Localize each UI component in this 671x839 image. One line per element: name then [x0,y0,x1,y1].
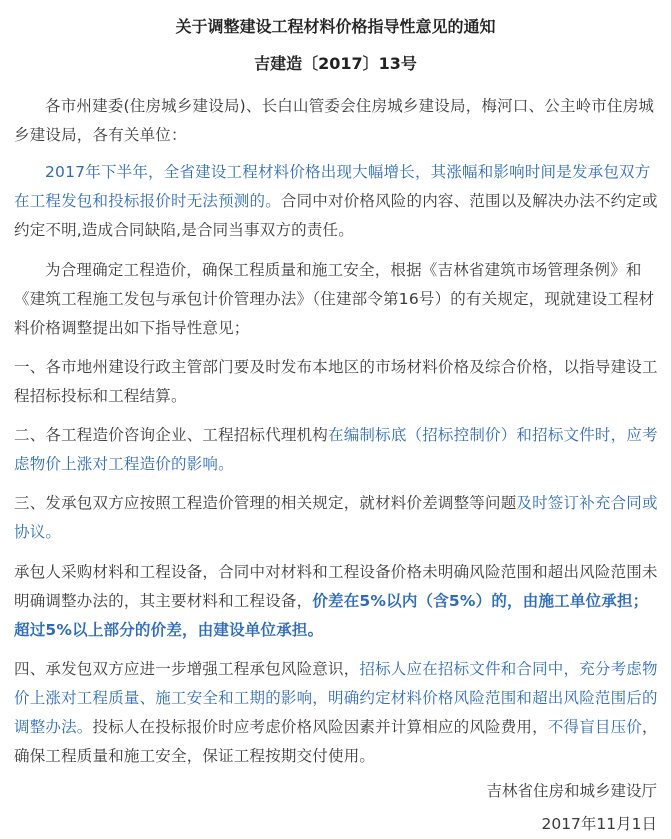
item-three [14,489,664,547]
paragraph-background [14,158,664,245]
highlighted-text: 2017年下半年，全省建设工程材料价格出现大幅增长，其涨幅和影响时间是发承包双方在工程发包和投标报价时无法预测的。 [14,163,651,210]
item-two-text: 二、各工程造价咨询企业、工程招标代理机构 [14,426,329,444]
item-two-highlight: 在编制标底（招标控制价）和招标文件时，应考虑物价上涨对工程造价的影响。 [14,426,658,473]
item-four [14,655,664,771]
item-one: 一、各市地州建设行政主管部门要及时发布本地区的市场材料价格及综合价格，以指导建设工程招标投标和工程结算。 [14,358,658,405]
paragraph-basis: 为合理确定工程造价，确保工程质量和施工安全，根据《吉林省建筑市场管理条例》和《建筑工程施工发包与承包计价管理办法》（住建部令第16号）的有关规定，现就建设工程材料价格调整提出如下指导性意见； [14,261,655,337]
signature-date: 2017年11月1日 [541,815,657,833]
item-four-highlight-1: 招标人应在招标文件和合同中，充分考虑物价上涨对工程质量、施工安全和工期的影响，明确约定材料价格风险范围和超出风险范围后的调整办法。 [14,660,658,736]
item-four-highlight-2: 不得盲目压价 [547,718,643,736]
item-two [14,421,664,479]
item-three-highlight: 及时签订补充合同或协议。 [14,494,658,541]
recipients-paragraph: 各市州建委(住房城乡建设局)、长白山管委会住房城乡建设局，梅河口、公主岭市住房城乡建设局，各有关单位： [14,97,655,144]
contractor-text: 承包人采购材料和工程设备，合同中对材料和工程设备价格未明确风险范围和超出风险范围未明确调整办法的，其主要材料和工程设备， [14,563,658,610]
paragraph-text: 合同中对价格风险的内容、范围以及解决办法不约定或约定不明,造成合同缺陷,是合同当事双方的责任。 [14,192,658,239]
signature: 吉林省住房和城乡建设厅 [486,782,657,800]
item-four-text-3: ，确保工程质量和施工安全，保证工程按期交付使用。 [14,718,658,765]
item-four-text-2: 投标人在投标报价时应考虑价格风险因素并计算相应的风险费用， [92,718,548,736]
item-four-text-1: 四、承发包双方应进一步增强工程承包风险意识， [14,660,360,678]
document-number: 吉建造〔2017〕13号 [254,54,417,73]
paragraph-contractor [14,558,664,645]
contractor-highlight: 价差在5%以内（含5%）的，由施工单位承担；超过5%以上部分的价差，由建设单位承担。 [14,592,649,639]
document-title: 关于调整建设工程材料价格指导性意见的通知 [175,17,496,36]
item-three-text: 三、发承包双方应按照工程造价管理的相关规定，就材料价差调整等问题 [14,494,517,512]
